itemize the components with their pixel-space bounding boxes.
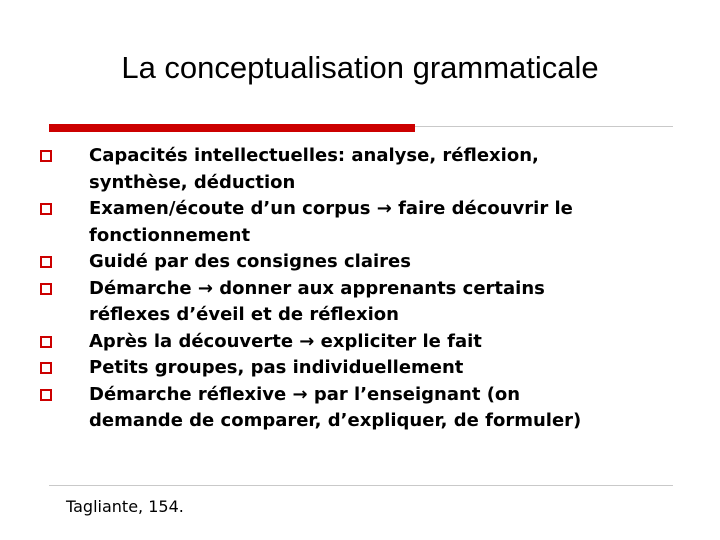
hollow-square-bullet-icon	[40, 336, 52, 348]
title-divider-rule	[415, 126, 673, 127]
footer-divider-rule	[49, 485, 673, 486]
bullet-text-line-2: demande de comparer, d’expliquer, de formuler)	[89, 410, 582, 431]
hollow-square-bullet-icon	[40, 203, 52, 215]
bullet-text-line-2: réflexes d’éveil et de réflexion	[89, 304, 399, 325]
bullet-item	[40, 329, 690, 356]
bullet-item	[40, 276, 690, 329]
hollow-square-bullet-icon	[40, 389, 52, 401]
bullet-text-line-1: Capacités intellectuelles: analyse, réflexion,	[89, 145, 539, 166]
bullet-item	[40, 143, 690, 196]
bullet-item	[40, 196, 690, 249]
bullet-text-line-2: synthèse, déduction	[89, 171, 296, 193]
source-citation: Tagliante, 154.	[66, 497, 184, 516]
bullet-text-line-1: Petits groupes, pas individuellement	[89, 357, 464, 378]
bullet-text-line-1: Après la découverte → expliciter le fait	[89, 330, 482, 352]
bullet-list	[40, 143, 690, 435]
slide-title: La conceptualisation grammaticale	[121, 50, 599, 85]
bullet-item	[40, 382, 690, 435]
title-accent-rule	[49, 124, 415, 132]
hollow-square-bullet-icon	[40, 150, 52, 162]
bullet-text-line-2: fonctionnement	[89, 224, 251, 246]
bullet-item	[40, 249, 690, 276]
bullet-text-line-1: Guidé par des consignes claires	[89, 251, 411, 272]
bullet-item	[40, 355, 690, 382]
bullet-text-line-1: Démarche réflexive → par l’enseignant (on	[89, 383, 521, 405]
bullet-text-line-1: Démarche → donner aux apprenants certains	[89, 277, 545, 299]
bullet-text-line-1: Examen/écoute d’un corpus → faire découvrir le	[89, 198, 573, 219]
hollow-square-bullet-icon	[40, 283, 52, 295]
hollow-square-bullet-icon	[40, 362, 52, 374]
hollow-square-bullet-icon	[40, 256, 52, 268]
